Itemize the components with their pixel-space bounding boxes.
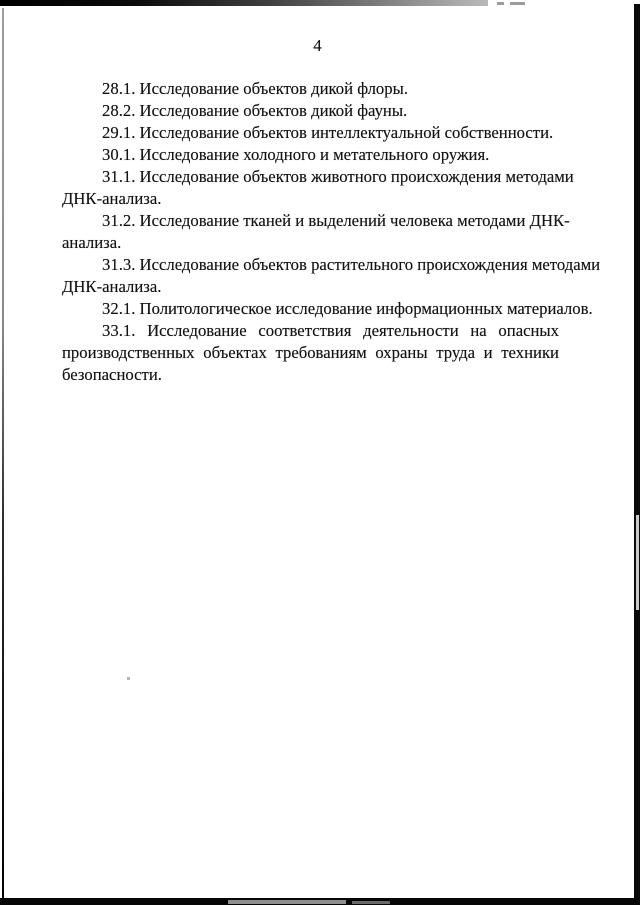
scan-edge-right-gray — [636, 515, 639, 610]
text-line-33-1-cont: производственных объектах требованиям охраны труда и техники — [62, 343, 559, 362]
page-number: 4 — [313, 36, 322, 55]
text-line-28-2: 28.2. Исследование объектов дикой фауны. — [102, 101, 408, 120]
text-line-30-1: 30.1. Исследование холодного и метательного оружия. — [102, 145, 490, 164]
text-line-33-1: 33.1. Исследование соответствия деятельности на опасных — [102, 321, 559, 340]
scan-edge-left — [2, 8, 4, 905]
text-line-31-3-cont: ДНК-анализа. — [62, 277, 162, 296]
text-line-31-2-cont: анализа. — [62, 233, 122, 252]
text-line-32-1: 32.1. Политологическое исследование информационных материалов. — [102, 299, 593, 318]
text-line-31-3: 31.3. Исследование объектов растительного происхождения методами — [102, 255, 601, 274]
scan-edge-top-dash — [510, 2, 525, 5]
text-line-33-1-cont-2: безопасности. — [62, 365, 162, 384]
scan-edge-bottom-gray — [228, 900, 346, 904]
text-line-29-1: 29.1. Исследование объектов интеллектуальной собственности. — [102, 123, 554, 142]
scan-edge-bottom-gray — [352, 901, 390, 904]
document-body — [62, 78, 601, 386]
text-line-31-1-cont: ДНК-анализа. — [62, 189, 162, 208]
scan-edge-right — [634, 4, 640, 905]
text-line-28-1: 28.1. Исследование объектов дикой флоры. — [102, 79, 408, 98]
scan-speck — [127, 677, 130, 680]
scan-edge-top — [0, 0, 488, 6]
text-line-31-2: 31.2. Исследование тканей и выделений человека методами ДНК- — [102, 211, 570, 230]
text-line-31-1: 31.1. Исследование объектов животного происхождения методами — [102, 167, 574, 186]
scan-edge-top-dash — [497, 2, 504, 5]
